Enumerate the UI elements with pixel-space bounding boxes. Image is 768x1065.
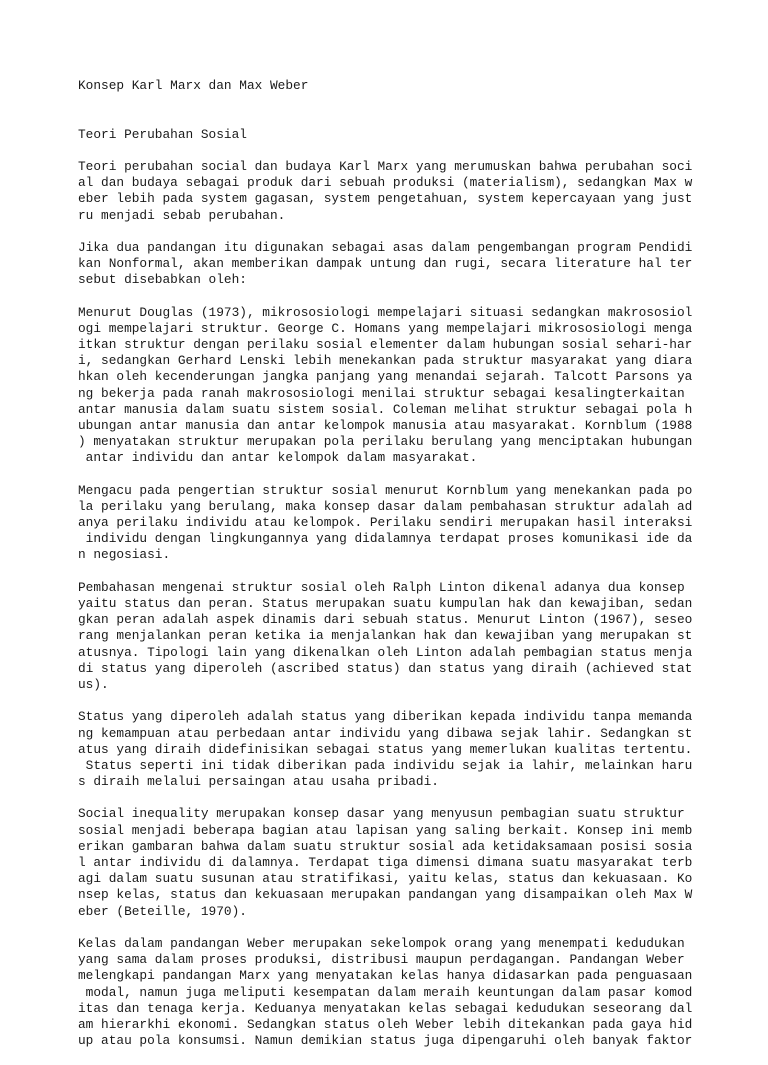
text-line: up atau pola konsumsi. Namun demikian status juga dipengaruhi oleh banyak faktor [78, 1033, 693, 1049]
paragraph-5 [78, 580, 698, 693]
text-line: di status yang diperoleh (ascribed status) dan status yang diraih (achieved stat [78, 660, 693, 676]
text-line: Mengacu pada pengertian struktur sosial menurut Kornblum yang menekankan pada po [78, 482, 693, 498]
text-line: hkan oleh kecenderungan jangka panjang yang menandai sejarah. Talcott Parsons ya [78, 369, 693, 385]
text-line: ubungan antar manusia dan antar kelompok manusia atau masyarakat. Kornblum (1988 [78, 417, 693, 433]
text-line: rang menjalankan peran ketika ia menjalankan hak dan kewajiban yang merupakan st [78, 628, 693, 644]
paragraph-8 [78, 936, 698, 1049]
text-line: ) menyatakan struktur merupakan pola perilaku berulang yang menciptakan hubungan [78, 434, 693, 450]
text-line: Kelas dalam pandangan Weber merupakan sekelompok orang yang menempati kedudukan [78, 935, 685, 951]
text-line: yang sama dalam proses produksi, distribusi maupun perdagangan. Pandangan Weber [78, 952, 685, 968]
text-line: n negosiasi. [78, 547, 171, 563]
document-page [78, 78, 698, 1065]
text-line: itkan struktur dengan perilaku sosial elementer dalam hubungan sosial sehari-har [78, 337, 693, 353]
text-line: Status yang diperoleh adalah status yang diberikan kepada individu tanpa memanda [78, 709, 693, 725]
text-line: melengkapi pandangan Marx yang menyatakan kelas hanya didasarkan pada penguasaan [78, 968, 693, 984]
text-line: ng bekerja pada ranah makrososiologi menilai struktur sebagai kesalingterkaitan [78, 385, 685, 401]
document-title: Konsep Karl Marx dan Max Weber [78, 78, 309, 93]
text-line: am hierarkhi ekonomi. Sedangkan status oleh Weber lebih ditekankan pada gaya hid [78, 1016, 693, 1032]
text-line: yaitu status dan peran. Status merupakan suatu kumpulan hak dan kewajiban, sedan [78, 596, 693, 612]
text-line: kan Nonformal, akan memberikan dampak untung dan rugi, secara literature hal ter [78, 256, 693, 272]
text-line: al dan budaya sebagai produk dari sebuah produksi (materialism), sedangkan Max w [78, 175, 693, 191]
text-line: atusnya. Tipologi lain yang dikenalkan oleh Linton adalah pembagian status menja [78, 644, 693, 660]
text-line: nsep kelas, status dan kekuasaan merupakan pandangan yang disampaikan oleh Max W [78, 887, 693, 903]
text-line: anya perilaku individu atau kelompok. Perilaku sendiri merupakan hasil interaksi [78, 515, 693, 531]
text-line: individu dengan lingkungannya yang didalamnya terdapat proses komunikasi ide da [78, 531, 693, 547]
section-heading: Teori Perubahan Sosial [78, 126, 247, 142]
text-line: sebut disebabkan oleh: [78, 272, 247, 288]
text-line: ru menjadi sebab perubahan. [78, 207, 286, 223]
text-line: sosial menjadi beberapa bagian atau lapisan yang saling berkait. Konsep ini memb [78, 822, 693, 838]
text-line: ogi mempelajari struktur. George C. Homans yang mempelajari mikrososiologi menga [78, 320, 693, 336]
text-line: Teori perubahan social dan budaya Karl Marx yang merumuskan bahwa perubahan soci [78, 158, 693, 174]
document-body [78, 159, 698, 1049]
paragraph-2 [78, 240, 698, 289]
text-line: l antar individu di dalamnya. Terdapat tiga dimensi dimana suatu masyarakat terb [78, 855, 693, 871]
text-line: Pembahasan mengenai struktur sosial oleh Ralph Linton dikenal adanya dua konsep [78, 579, 685, 595]
text-line: agi dalam suatu susunan atau stratifikasi, yaitu kelas, status dan kekuasaan. Ko [78, 871, 693, 887]
text-line: erikan gambaran bahwa dalam suatu struktur sosial ada ketidaksamaan posisi sosia [78, 838, 693, 854]
paragraph-7 [78, 806, 698, 919]
text-line: i, sedangkan Gerhard Lenski lebih menekankan pada struktur masyarakat yang diara [78, 353, 693, 369]
text-line: eber lebih pada system gagasan, system pengetahuan, system kepercayaan yang just [78, 191, 693, 207]
text-line: atus yang diraih didefinisikan sebagai status yang memerlukan kualitas tertentu. [78, 741, 693, 757]
text-line: Menurut Douglas (1973), mikrososiologi mempelajari situasi sedangkan makrososiol [78, 304, 693, 320]
text-line: itas dan tenaga kerja. Keduanya menyatakan kelas sebagai kedudukan seseorang dal [78, 1000, 693, 1016]
text-line: Jika dua pandangan itu digunakan sebagai asas dalam pengembangan program Pendidi [78, 239, 693, 255]
paragraph-3 [78, 305, 698, 467]
paragraph-1 [78, 159, 698, 224]
text-line: us). [78, 676, 109, 692]
text-line: Social inequality merupakan konsep dasar yang menyusun pembagian suatu struktur [78, 806, 685, 822]
text-line: antar manusia dalam suatu sistem sosial. Coleman melihat struktur sebagai pola h [78, 401, 693, 417]
text-line: ng kemampuan atau perbedaan antar individu yang dibawa sejak lahir. Sedangkan st [78, 725, 693, 741]
text-line: eber (Beteille, 1970). [78, 903, 247, 919]
paragraph-4 [78, 483, 698, 564]
text-line: la perilaku yang berulang, maka konsep dasar dalam pembahasan struktur adalah ad [78, 498, 693, 514]
text-line: antar individu dan antar kelompok dalam masyarakat. [78, 450, 478, 466]
text-line: gkan peran adalah aspek dinamis dari sebuah status. Menurut Linton (1967), seseo [78, 612, 693, 628]
text-line: Status seperti ini tidak diberikan pada individu sejak ia lahir, melainkan haru [78, 757, 693, 773]
text-line: modal, namun juga meliputi kesempatan dalam meraih keuntungan dalam pasar komod [78, 984, 693, 1000]
paragraph-6 [78, 709, 698, 790]
text-line: s diraih melalui persaingan atau usaha pribadi. [78, 774, 439, 790]
